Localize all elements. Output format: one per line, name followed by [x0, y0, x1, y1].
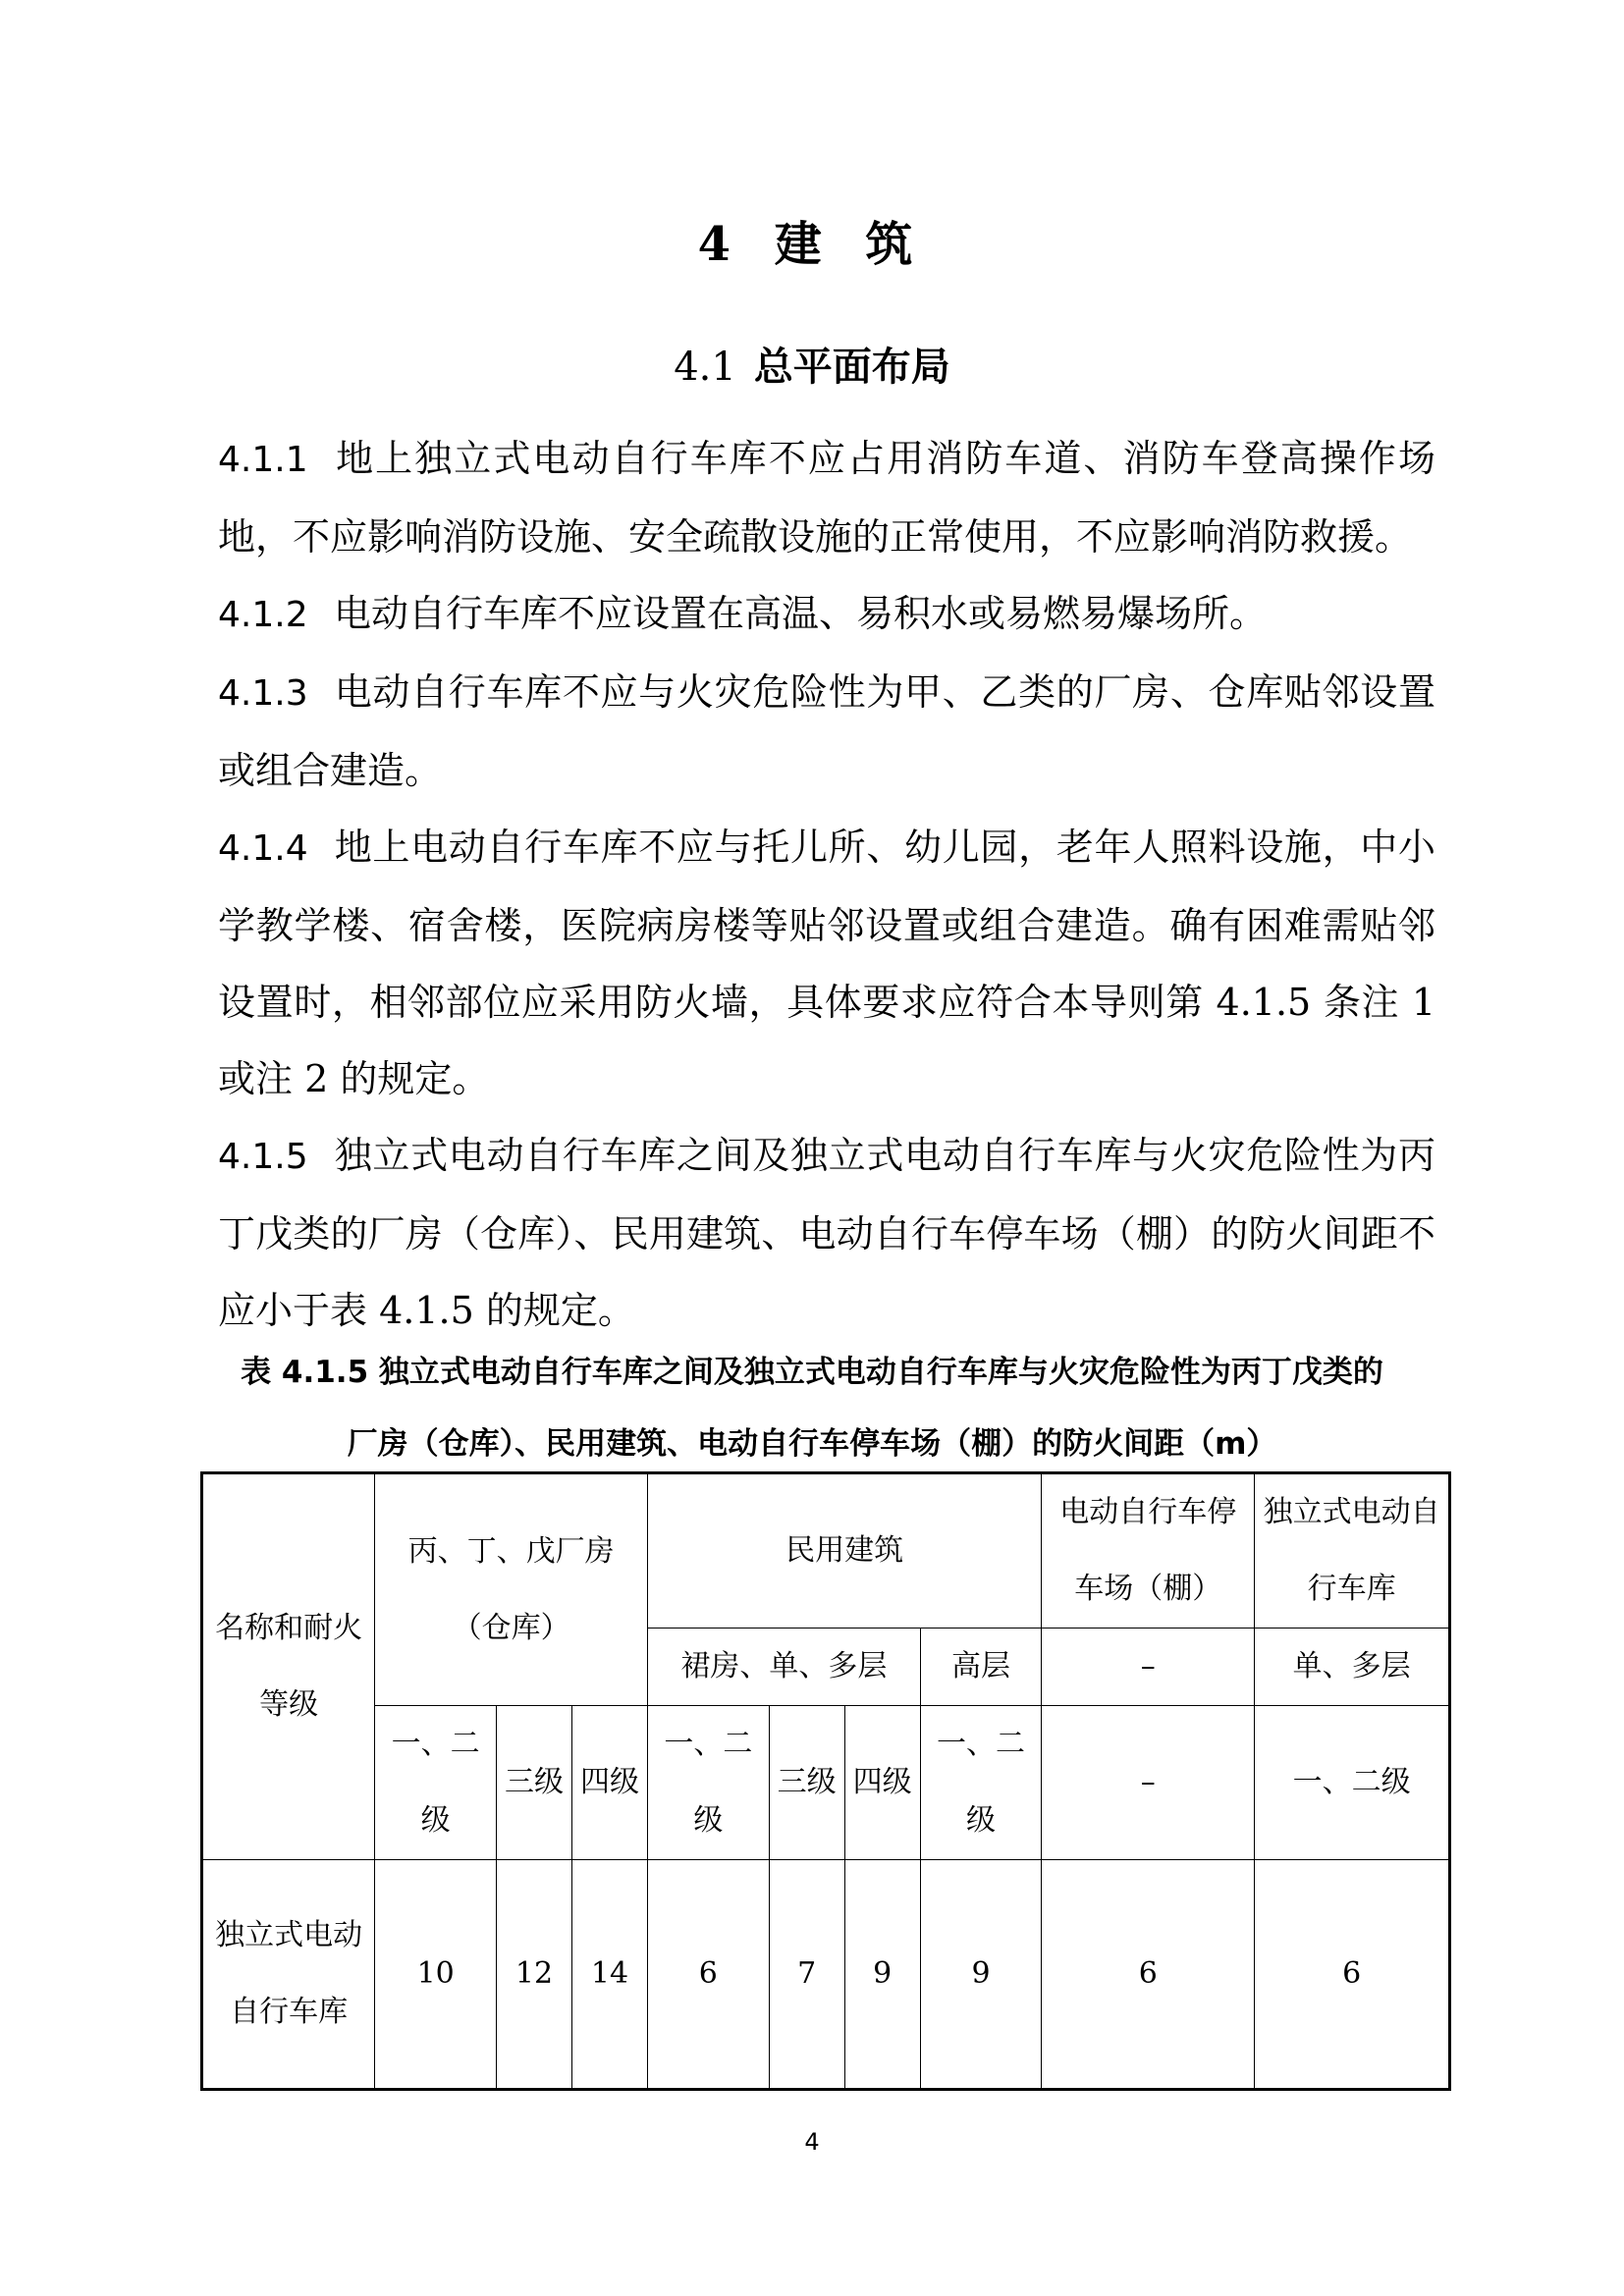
- header-independent-garage: 独立式电动自行车库: [1255, 1473, 1450, 1629]
- clause-text: 电动自行车库不应设置在高温、易积水或易燃易爆场所。: [334, 592, 1268, 635]
- header-parking-subtype: –: [1042, 1629, 1255, 1706]
- clause-4-1-5: [218, 1117, 1435, 1349]
- header-parking-grade: –: [1042, 1706, 1255, 1860]
- clause-4-1-2: [218, 575, 1435, 654]
- table-cell: 10: [375, 1860, 497, 2090]
- header-factory-grade-1-2: 一、二级: [375, 1706, 497, 1860]
- clause-text: 地上独立式电动自行车库不应占用消防车道、消防车登高操作场地，不应影响消防设施、安全疏散设施的正常使用，不应影响消防救援。: [218, 437, 1435, 559]
- header-podium-grade-4: 四级: [844, 1706, 920, 1860]
- header-civil-building: 民用建筑: [648, 1473, 1042, 1629]
- header-highrise-grade-1-2: 一、二级: [920, 1706, 1042, 1860]
- table-row: [202, 1860, 1450, 2090]
- header-factory: 丙、丁、戊厂房（仓库）: [375, 1473, 648, 1706]
- clause-number: 4.1.3: [218, 673, 308, 714]
- table-cell: 9: [920, 1860, 1042, 2090]
- table-cell: 6: [1255, 1860, 1450, 2090]
- header-civil-highrise: 高层: [920, 1629, 1042, 1706]
- clause-number: 4.1.2: [218, 595, 308, 635]
- clause-number: 4.1.4: [218, 828, 308, 869]
- clause-number: 4.1.5: [218, 1137, 308, 1177]
- header-factory-grade-4: 四级: [572, 1706, 648, 1860]
- table-cell: 6: [648, 1860, 770, 2090]
- table-caption-line-2: 厂房（仓库）、民用建筑、电动自行车停车场（棚）的防火间距（m）: [347, 1426, 1277, 1462]
- clause-4-1-3: [218, 654, 1435, 809]
- table-caption-line-1: 表 4.1.5 独立式电动自行车库之间及独立式电动自行车库与火灾危险性为丙丁戊类的: [241, 1355, 1383, 1390]
- row-label: 独立式电动自行车库: [202, 1860, 375, 2090]
- table-corner-header: 名称和耐火等级: [202, 1473, 375, 1860]
- table-cell: 12: [496, 1860, 571, 2090]
- clause-4-1-4: [218, 809, 1435, 1117]
- table-cell: 7: [769, 1860, 844, 2090]
- table-cell: 6: [1042, 1860, 1255, 2090]
- fire-spacing-table: [200, 1471, 1451, 2091]
- header-civil-podium: 裙房、单、多层: [648, 1629, 921, 1706]
- header-podium-grade-3: 三级: [769, 1706, 844, 1860]
- page-number: 4: [804, 2128, 820, 2156]
- clause-text: 电动自行车库不应与火灾危险性为甲、乙类的厂房、仓库贴邻设置或组合建造。: [218, 670, 1435, 792]
- header-parking-lot: 电动自行车停车场（棚）: [1042, 1473, 1255, 1629]
- clause-list: [218, 420, 1435, 1349]
- section-title: [0, 336, 1624, 392]
- header-garage-grade: 一、二级: [1255, 1706, 1450, 1860]
- clause-text: 独立式电动自行车库之间及独立式电动自行车库与火灾危险性为丙丁戊类的厂房（仓库）、民用建筑、电动自行车停车场（棚）的防火间距不应小于表 4.1.5 的规定。: [218, 1134, 1435, 1332]
- header-garage-subtype: 单、多层: [1255, 1629, 1450, 1706]
- header-factory-grade-3: 三级: [496, 1706, 571, 1860]
- chapter-title: 4 建 筑: [697, 217, 927, 272]
- header-podium-grade-1-2: 一、二级: [648, 1706, 770, 1860]
- section-number: 4.1: [674, 345, 736, 390]
- clause-number: 4.1.1: [218, 440, 308, 480]
- table-cell: 9: [844, 1860, 920, 2090]
- clause-text: 地上电动自行车库不应与托儿所、幼儿园，老年人照料设施，中小学教学楼、宿舍楼，医院病房楼等贴邻设置或组合建造。确有困难需贴邻设置时，相邻部位应采用防火墙，具体要求应符合本导则第 4.1.5 条注 1 或注 2 的规定。: [218, 826, 1435, 1100]
- table-cell: 14: [572, 1860, 648, 2090]
- clause-4-1-1: [218, 420, 1435, 575]
- section-title-text: 总平面布局: [753, 344, 950, 390]
